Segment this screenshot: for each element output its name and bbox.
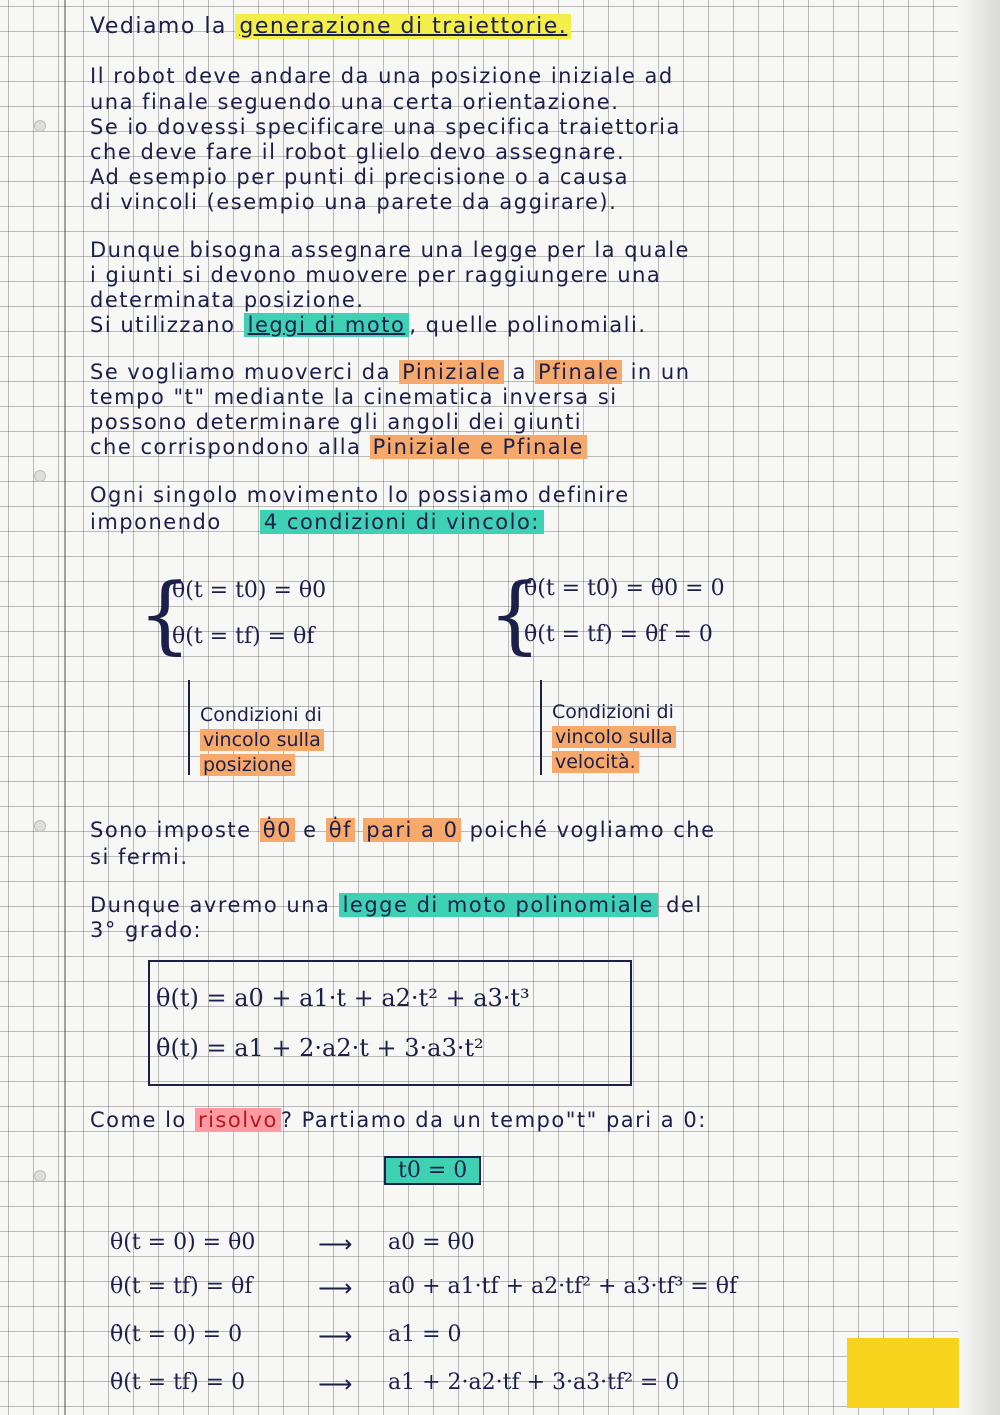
note-line: Condizioni di (200, 704, 322, 726)
position-condition: θ(t = t0) = θ0 (172, 578, 327, 603)
paragraph-line (90, 893, 703, 917)
highlight-piniziale: Piniziale (399, 360, 504, 384)
note-bracket (188, 680, 190, 775)
polynomial-position: θ(t) = a0 + a1·t + a2·t² + a3·t³ (156, 984, 530, 1012)
note-line: posizione (200, 754, 295, 776)
arrow-icon: ⟶ (318, 1322, 353, 1350)
note-line: vincolo sulla (552, 726, 676, 748)
highlight-condizioni: 4 condizioni di vincolo: (260, 510, 544, 534)
note-bracket (540, 680, 542, 775)
note-line: vincolo sulla (200, 729, 324, 751)
highlight-piniziale-pfinale: Piniziale e Pfinale (370, 435, 587, 459)
left-brace: { (488, 565, 542, 663)
highlight-pfinale: Pfinale (535, 360, 622, 384)
note-line: Condizioni di (552, 701, 674, 723)
paragraph-line (90, 510, 544, 534)
note-position (200, 703, 324, 778)
text-span: Dunque avremo una (90, 893, 331, 917)
title-highlight: generazione di traiettorie. (235, 14, 571, 39)
highlight-pari-zero: pari a 0 (363, 818, 461, 842)
sticky-tab (847, 1338, 959, 1408)
paragraph-line: una finale seguendo una certa orientazione. (90, 90, 620, 114)
system-left: θ(t = tf) = θf (110, 1274, 253, 1299)
binder-hole (34, 1170, 46, 1182)
polynomial-velocity: θ̇(t) = a1 + 2·a2·t + 3·a3·t² (156, 1034, 484, 1062)
binder-hole (34, 470, 46, 482)
paragraph-line: di vincoli (esempio una parete da aggirare). (90, 190, 618, 214)
system-right: a1 = 0 (388, 1322, 462, 1347)
text-span: poiché vogliamo che (469, 818, 716, 842)
paragraph-line (90, 360, 691, 384)
page-edge (958, 0, 1000, 1415)
paragraph-line (90, 1108, 707, 1132)
system-right: a1 + 2·a2·tf + 3·a3·tf² = 0 (388, 1370, 680, 1395)
velocity-condition: θ̇(t = tf) = θ̇f = 0 (524, 622, 713, 647)
paragraph-line: Ad esempio per punti di precisione o a causa (90, 165, 629, 189)
text-span: Si utilizzano (90, 313, 236, 337)
paragraph-line: Il robot deve andare da una posizione iniziale ad (90, 64, 674, 88)
text-span: ? Partiamo da un tempo"t" pari a 0: (280, 1108, 707, 1132)
paragraph-line (90, 818, 716, 842)
system-right: a0 + a1·tf + a2·tf² + a3·tf³ = θf (388, 1274, 738, 1299)
text-span: e (303, 818, 318, 842)
arrow-icon: ⟶ (318, 1274, 353, 1302)
title-prefix: Vediamo la (90, 14, 227, 39)
margin-line (64, 0, 66, 1415)
text-span: Sono imposte (90, 818, 252, 842)
note-line: velocità. (552, 751, 639, 773)
text-span: Come lo (90, 1108, 187, 1132)
position-condition: θ(t = tf) = θf (172, 624, 315, 649)
text-span: Se vogliamo muoverci da (90, 360, 391, 384)
arrow-icon: ⟶ (318, 1370, 353, 1398)
initial-time-box: t0 = 0 (384, 1156, 481, 1185)
paragraph-line: tempo "t" mediante la cinematica inversa si (90, 385, 618, 409)
paragraph-line: i giunti si devono muovere per raggiungere una (90, 263, 662, 287)
velocity-condition: θ̇(t = t0) = θ̇0 = 0 (524, 576, 725, 601)
paragraph-line: che deve fare il robot glielo devo assegnare. (90, 140, 626, 164)
paragraph-line: possono determinare gli angoli dei giunti (90, 410, 583, 434)
highlight-theta0: θ̇0 (260, 818, 295, 842)
paragraph-line: 3° grado: (90, 918, 203, 942)
binder-hole (34, 820, 46, 832)
highlight-risolvo: risolvo (195, 1108, 281, 1132)
highlight-legge-polinomiale: legge di moto polinomiale (339, 893, 658, 917)
polynomial-box (148, 960, 632, 1086)
paragraph-line (90, 435, 587, 459)
text-span: che corrispondono alla (90, 435, 362, 459)
binder-hole (34, 120, 46, 132)
paragraph-line: Se io dovessi specificare una specifica traiettoria (90, 115, 681, 139)
system-right: a0 = θ0 (388, 1230, 475, 1255)
page-title (90, 14, 571, 39)
left-brace: { (138, 565, 192, 663)
text-span: in un (630, 360, 691, 384)
paragraph-line: Ogni singolo movimento lo possiamo definire (90, 483, 630, 507)
note-velocity (552, 700, 676, 775)
system-left: θ̇(t = 0) = 0 (110, 1322, 243, 1347)
text-span: a (512, 360, 527, 384)
system-left: θ̇(t = tf) = 0 (110, 1370, 246, 1395)
system-left: θ(t = 0) = θ0 (110, 1230, 256, 1255)
paragraph-line (90, 313, 647, 337)
highlight-thetaf: θ̇f (326, 818, 355, 842)
paragraph-line: si fermi. (90, 845, 189, 869)
paragraph-line: determinata posizione. (90, 288, 365, 312)
text-span: del (666, 893, 703, 917)
highlight-leggi-moto: leggi di moto (244, 313, 410, 337)
text-span: , quelle polinomiali. (409, 313, 647, 337)
arrow-icon: ⟶ (318, 1230, 353, 1258)
paragraph-line: Dunque bisogna assegnare una legge per la quale (90, 238, 690, 262)
text-span: imponendo (90, 510, 222, 534)
